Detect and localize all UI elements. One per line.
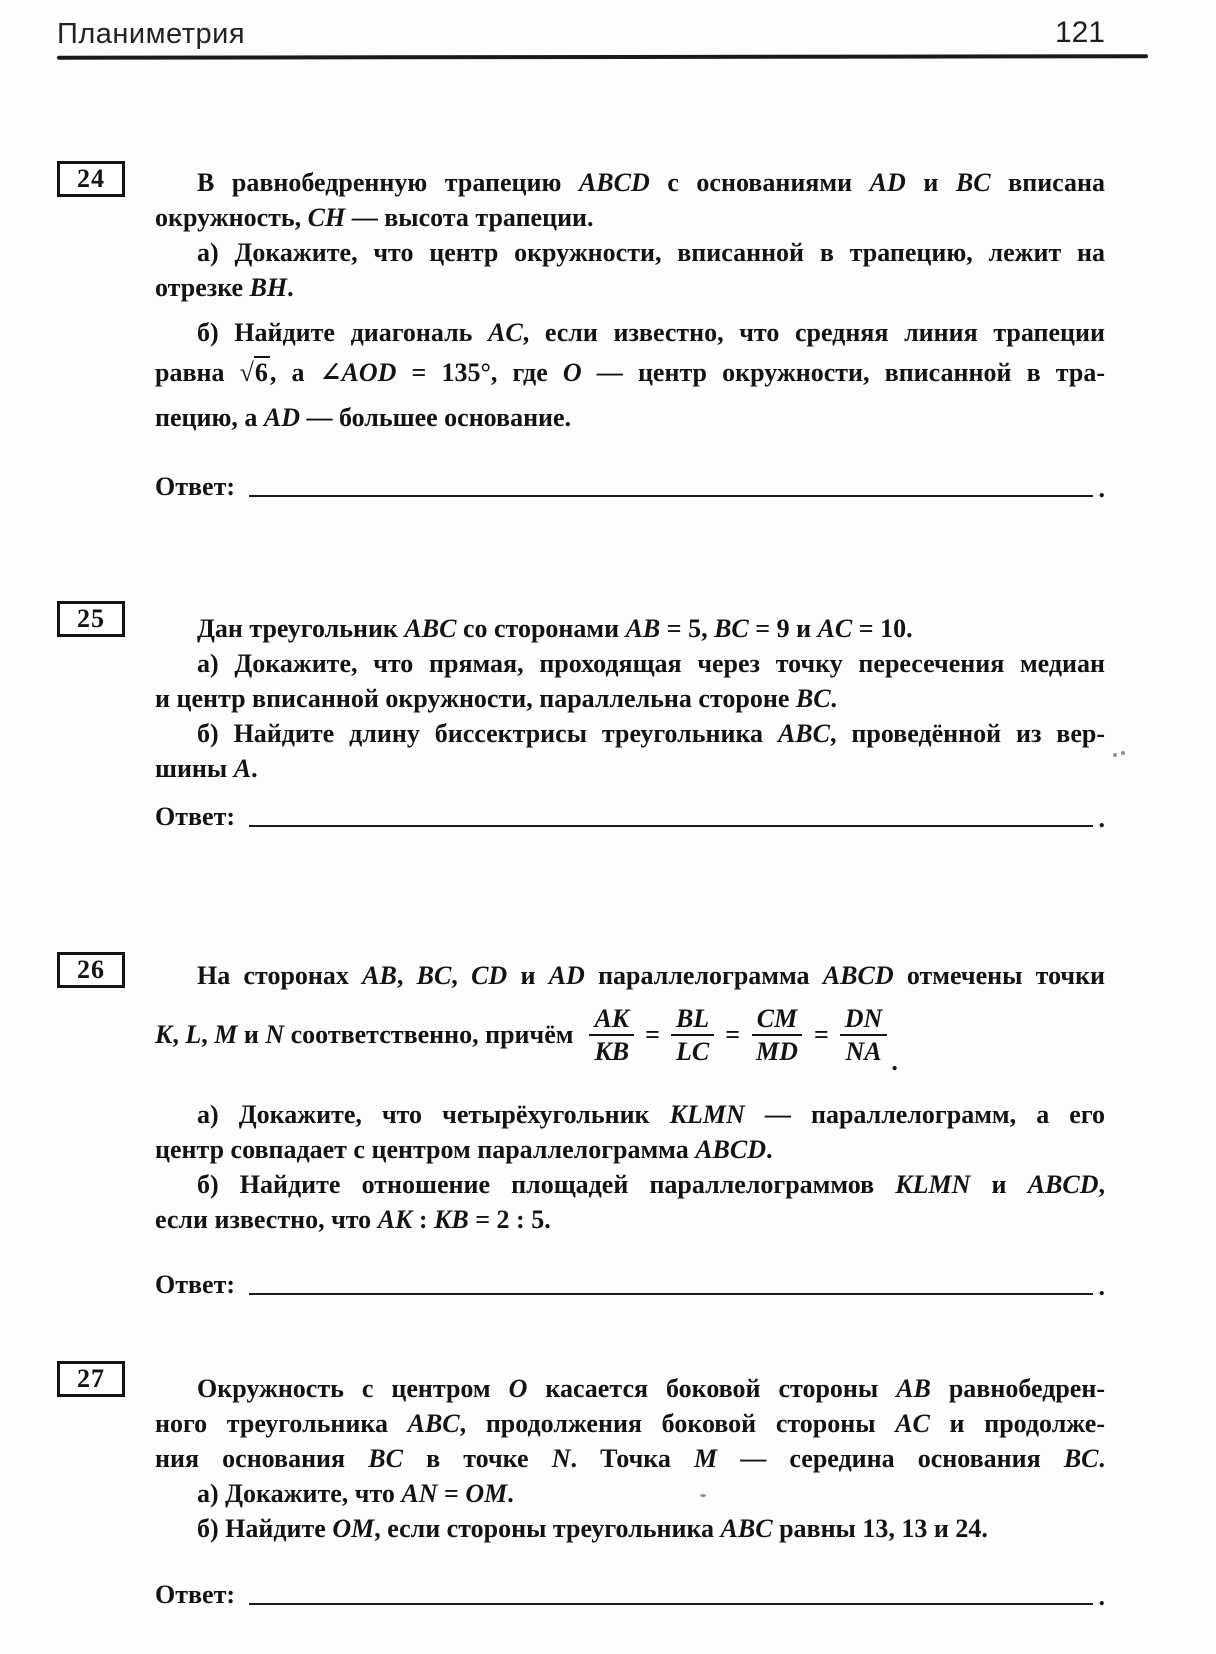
equals-sign: = (725, 1020, 741, 1049)
fraction-row (155, 993, 1105, 1077)
answer-blank-line (249, 824, 1092, 827)
answer-row (155, 800, 1105, 832)
problem-line: центр совпадает с центром параллелограмма ABCD. (155, 1135, 773, 1164)
fraction (671, 1003, 714, 1067)
problem-line: шины A. (155, 754, 258, 783)
problem-line: б) Найдите длину биссектрисы треугольника ABC, проведённой из вер- (197, 719, 1105, 748)
answer-row (155, 1578, 1105, 1610)
problem-line: а) Докажите, что четырёхугольник KLMN — параллелограмм, а его (197, 1100, 1106, 1129)
problem-text (155, 1359, 1105, 1546)
fraction-denominator: KB (594, 1037, 630, 1066)
problem-line: ния основания BC в точке N. Точка M — середина основания BC. (155, 1444, 1105, 1473)
fraction (589, 1003, 634, 1067)
problem-number-box (57, 952, 125, 988)
scan-speck (1113, 753, 1117, 757)
problem-line: б) Найдите отношение площадей параллелограммов KLMN и ABCD, (197, 1170, 1105, 1199)
problem-text (155, 159, 1105, 435)
fraction-denominator: MD (756, 1037, 798, 1066)
fraction-denominator: NA (845, 1037, 882, 1066)
problem-26 (0, 950, 1216, 1301)
problem-number-box (57, 161, 125, 197)
answer-label: Ответ: (155, 1580, 236, 1609)
answer-period: . (1098, 474, 1105, 503)
problem-line: если известно, что AK : KB = 2 : 5. (155, 1205, 551, 1234)
problem-line: и центр вписанной окружности, параллельна стороне BC. (155, 684, 838, 713)
problem-line: ного треугольника ABC, продолжения боковой стороны AC и продолже- (155, 1409, 1106, 1438)
problem-text-bottom (155, 1097, 1105, 1237)
answer-period: . (1098, 1582, 1105, 1611)
problem-line: окружность, CH — высота трапеции. (155, 203, 594, 232)
problem-line: а) Докажите, что прямая, проходящая через точку пересечения медиан (197, 649, 1105, 678)
answer-row (155, 470, 1105, 502)
problem-line: а) Докажите, что AN = OM. (197, 1479, 514, 1508)
problem-line: На сторонах AB, BC, CD и AD параллелограмма ABCD отмечены точки (197, 961, 1106, 990)
fraction-numerator: BL (671, 1003, 714, 1036)
header-rule (57, 54, 1148, 60)
answer-period: . (1098, 804, 1105, 833)
scan-speck (700, 1494, 706, 1497)
problem-number-box (57, 1361, 125, 1397)
problem-text (155, 599, 1105, 786)
answer-blank-line (249, 494, 1092, 497)
problem-line: а) Докажите, что центр окружности, вписанной в трапецию, лежит на (197, 238, 1105, 267)
problem-number: 25 (77, 604, 105, 633)
problem-line: Окружность с центром O касается боковой стороны AB равнобедрен- (197, 1374, 1105, 1403)
problem-24 (0, 159, 1216, 503)
fraction-numerator: DN (840, 1003, 888, 1036)
problem-number: 24 (77, 164, 105, 193)
answer-blank-line (249, 1602, 1092, 1605)
equals-sign: = (645, 1020, 660, 1049)
fraction-numerator: CM (752, 1003, 802, 1036)
problem-line: В равнобедренную трапецию ABCD с основаниями AD и BC вписана (197, 168, 1106, 197)
answer-label: Ответ: (155, 802, 236, 831)
answer-label: Ответ: (155, 1270, 236, 1299)
problem-text (155, 950, 1105, 1237)
problem-line: Дан треугольник ABC со сторонами AB = 5, BC = 9 и AC = 10. (197, 614, 913, 643)
problem-line: б) Найдите диагональ AC, если известно, что средняя линия трапеции (197, 318, 1105, 347)
problem-25 (0, 599, 1216, 833)
problem-number: 26 (77, 955, 105, 984)
problem-number-box (57, 601, 125, 637)
answer-blank-line (249, 1292, 1092, 1295)
fraction (840, 1003, 888, 1067)
page-number: 121 (1054, 16, 1105, 49)
answer-row (155, 1268, 1105, 1300)
problem-line: отрезке BH. (155, 273, 294, 302)
fraction-denominator: LC (675, 1037, 710, 1066)
answer-period: . (1098, 1272, 1105, 1301)
equals-sign: = (813, 1020, 829, 1049)
fraction-suffix: . (891, 1047, 898, 1076)
problem-text-top (155, 958, 1105, 993)
problem-line: равна √6, а ∠AOD = 135°, где O — центр окружности, вписанной в тра- (155, 358, 1105, 387)
page-title: Планиметрия (57, 18, 246, 50)
answer-label: Ответ: (155, 472, 236, 501)
problem-line: пецию, а AD — большее основание. (155, 403, 572, 432)
problem-number: 27 (77, 1364, 105, 1393)
fraction (751, 1003, 803, 1067)
problem-line: б) Найдите OM, если стороны треугольника ABC равны 13, 13 и 24. (197, 1514, 988, 1543)
problem-27 (0, 1359, 1216, 1611)
sqrt-expression: √6 (239, 358, 268, 387)
fraction-prefix: K, L, M и N соответственно, причём (155, 1020, 574, 1049)
scan-speck (1121, 751, 1125, 755)
fraction-numerator: AK (589, 1003, 634, 1036)
